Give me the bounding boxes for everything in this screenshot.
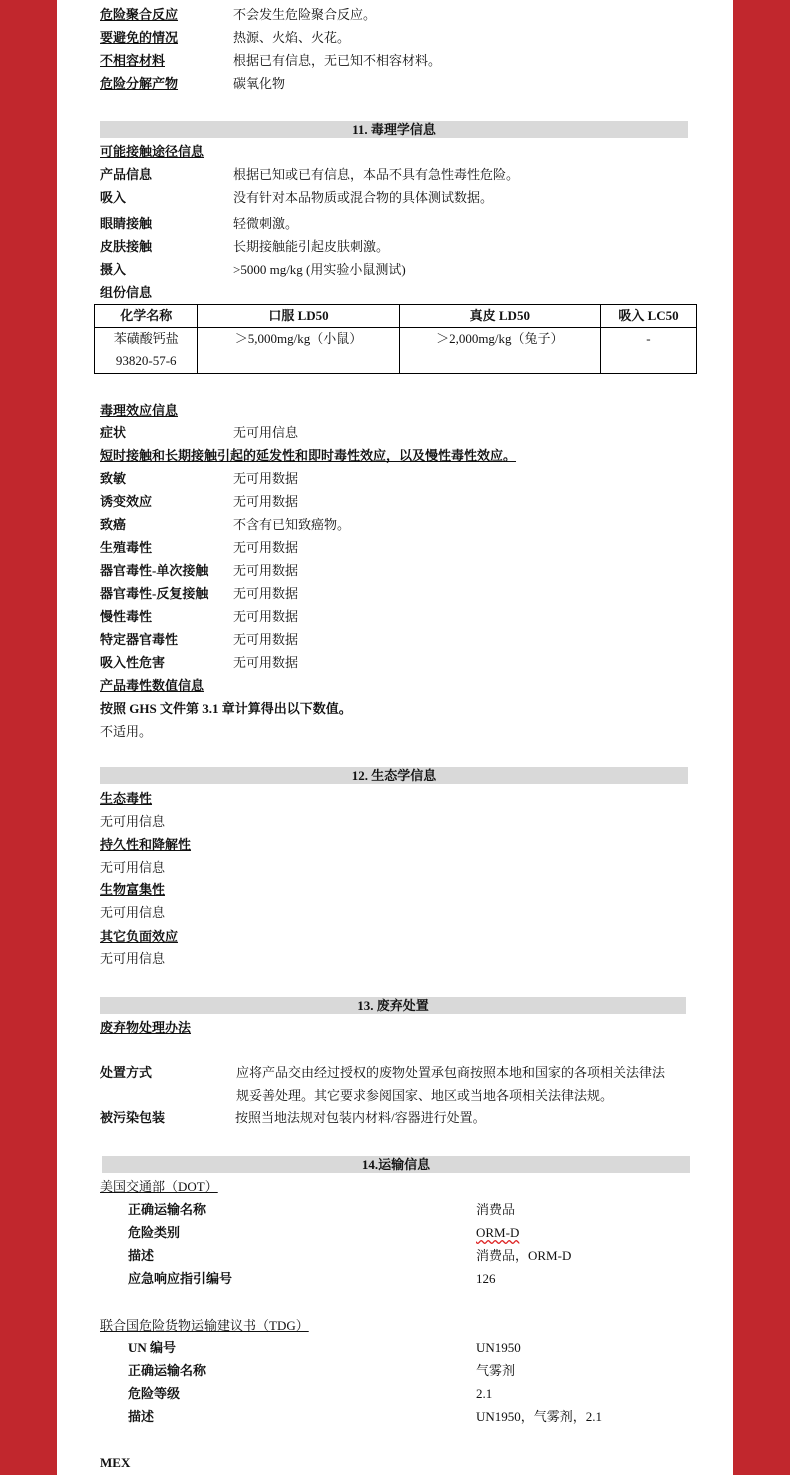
effect-value: 无可用数据 (233, 609, 299, 624)
eco-heading: 生物富集性 (100, 882, 166, 897)
section-12-header: 12. 生态学信息 (100, 767, 688, 784)
effect-value: 无可用数据 (233, 632, 299, 647)
tdg-value: 气雾剂 (476, 1363, 516, 1378)
tox-value: 根据已知或已有信息，本品不具有急性毒性危险。 (233, 167, 520, 182)
col-header: 口服 LD50 (198, 305, 399, 328)
exposure-heading: 可能接触途径信息 (100, 144, 205, 159)
eco-heading: 生态毒性 (100, 791, 153, 806)
eco-heading: 其它负面效应 (100, 929, 179, 944)
inhalation-lc50: - (600, 328, 696, 374)
mex-heading: MEX (100, 1455, 131, 1470)
effect-value: 不含有已知致癌物。 (233, 517, 351, 532)
package-value: 按照当地法规对包装内材料/容器进行处置。 (235, 1110, 486, 1125)
chemical-name: 苯磺酸钙盐 (113, 331, 179, 346)
symptom-value: 无可用信息 (233, 425, 299, 440)
tox-label: 眼睛接触 (100, 216, 153, 231)
dermal-ld50: ＞2,000mg/kg（兔子） (399, 328, 600, 374)
effect-value: 无可用数据 (233, 655, 299, 670)
col-header: 真皮 LD50 (399, 305, 600, 328)
effect-label: 器官毒性-反复接触 (100, 586, 209, 601)
tdg-value: 2.1 (476, 1386, 493, 1401)
numeric-heading: 产品毒性数值信息 (100, 678, 205, 693)
section-14-header: 14.运输信息 (102, 1156, 690, 1173)
sec10-label: 不相容材料 (100, 53, 166, 68)
dot-value: ORM-D (476, 1225, 520, 1240)
eco-value: 无可用信息 (100, 951, 166, 966)
tdg-label: 危险等级 (128, 1386, 181, 1401)
dot-value: 消费品 (476, 1202, 516, 1217)
tox-value: >5000 mg/kg (用实验小鼠测试) (233, 262, 406, 277)
tdg-label: UN 编号 (128, 1340, 177, 1355)
eco-value: 无可用信息 (100, 905, 166, 920)
effect-value: 无可用数据 (233, 471, 299, 486)
dot-label: 应急响应指引编号 (128, 1271, 233, 1286)
effect-label: 器官毒性-单次接触 (100, 563, 209, 578)
tdg-value: UN1950 (476, 1340, 521, 1355)
effect-label: 致敏 (100, 471, 127, 486)
dot-value: 126 (476, 1271, 496, 1286)
tdg-heading: 联合国危险货物运输建议书（TDG） (100, 1318, 309, 1333)
oral-ld50: ＞5,000mg/kg（小鼠） (198, 328, 399, 374)
section-11-header: 11. 毒理学信息 (100, 121, 688, 138)
tox-label: 摄入 (100, 262, 127, 277)
dot-value: 消费品，ORM-D (476, 1248, 572, 1263)
disposal-line2: 规妥善处理。其它要求参阅国家、地区或当地各项相关法律法规。 (236, 1088, 614, 1103)
tox-label: 产品信息 (100, 167, 153, 182)
effect-value: 无可用数据 (233, 540, 299, 555)
section-13-header: 13. 废弃处置 (100, 997, 686, 1014)
effect-value: 无可用数据 (233, 563, 299, 578)
sec10-label: 要避免的情况 (100, 30, 179, 45)
tdg-label: 正确运输名称 (128, 1363, 207, 1378)
waste-heading: 废弃物处理办法 (100, 1020, 192, 1035)
tox-value: 长期接触能引起皮肤刺激。 (233, 239, 390, 254)
tox-label: 皮肤接触 (100, 239, 153, 254)
component-heading: 组份信息 (100, 285, 153, 300)
sec10-label: 危险分解产物 (100, 76, 179, 91)
table-row (95, 328, 697, 374)
symptom-label: 症状 (100, 425, 127, 440)
tox-label: 吸入 (100, 190, 127, 205)
sec10-value: 根据已有信息，无已知不相容材料。 (233, 53, 442, 68)
cas-number: 93820-57-6 (115, 353, 177, 368)
effect-label: 致癌 (100, 517, 127, 532)
col-header: 吸入 LC50 (600, 305, 696, 328)
effect-value: 无可用数据 (233, 586, 299, 601)
effect-label: 特定器官毒性 (100, 632, 179, 647)
delayed-effects-heading: 短时接触和长期接触引起的延发性和即时毒性效应，以及慢性毒性效应。 (100, 448, 517, 463)
effect-label: 吸入性危害 (100, 655, 166, 670)
tox-value: 轻微刺激。 (233, 216, 299, 231)
dot-heading: 美国交通部（DOT） (100, 1179, 218, 1194)
package-label: 被污染包装 (100, 1110, 166, 1125)
dot-label: 危险类别 (128, 1225, 181, 1240)
not-applicable: 不适用。 (100, 724, 153, 739)
effect-label: 慢性毒性 (100, 609, 153, 624)
effect-label: 诱变效应 (100, 494, 153, 509)
disposal-label: 处置方式 (100, 1065, 153, 1080)
tdg-value: UN1950，气雾剂，2.1 (476, 1409, 603, 1424)
tox-value: 没有针对本品物质或混合物的具体测试数据。 (233, 190, 494, 205)
effect-value: 无可用数据 (233, 494, 299, 509)
col-header: 化学名称 (95, 305, 198, 328)
sec10-value: 热源、火焰、火花。 (233, 30, 351, 45)
eco-heading: 持久性和降解性 (100, 837, 192, 852)
sec10-label: 危险聚合反应 (100, 7, 179, 22)
ghs-note: 按照 GHS 文件第 3.1 章计算得出以下数值。 (100, 701, 352, 716)
dot-label: 描述 (128, 1248, 155, 1263)
disposal-line1: 应将产品交由经过授权的废物处置承包商按照本地和国家的各项相关法律法 (236, 1065, 666, 1080)
dot-label: 正确运输名称 (128, 1202, 207, 1217)
effects-heading: 毒理效应信息 (100, 403, 179, 418)
effect-label: 生殖毒性 (100, 540, 153, 555)
sec10-value: 不会发生危险聚合反应。 (233, 7, 377, 22)
sec10-value: 碳氧化物 (233, 76, 286, 91)
chemical-name-cell (95, 328, 198, 374)
sds-page (57, 0, 733, 1475)
component-table (94, 304, 697, 374)
tdg-label: 描述 (128, 1409, 155, 1424)
eco-value: 无可用信息 (100, 860, 166, 875)
eco-value: 无可用信息 (100, 814, 166, 829)
